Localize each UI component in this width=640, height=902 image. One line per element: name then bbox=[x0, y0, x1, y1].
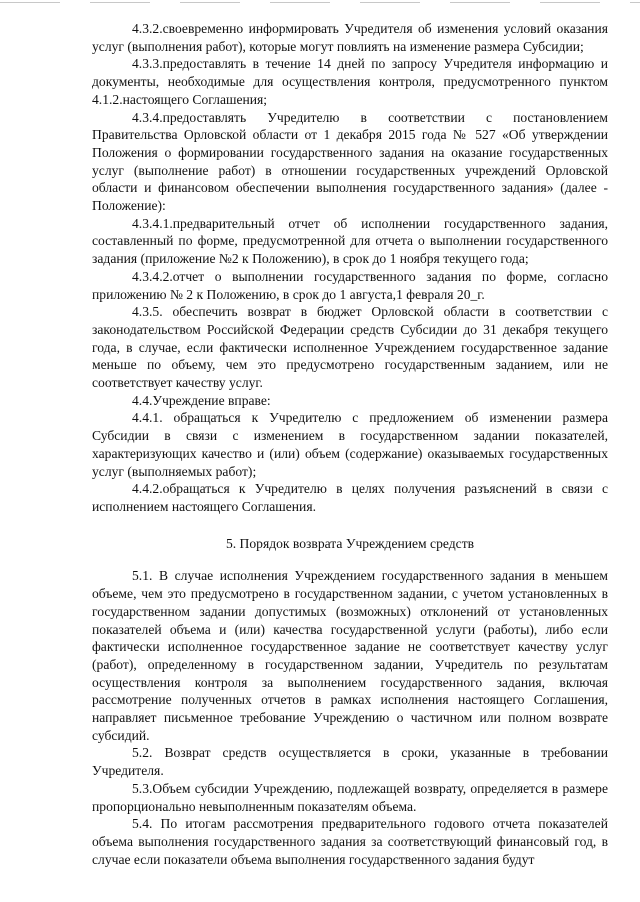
scan-top-edge bbox=[0, 2, 640, 3]
paragraph-5-3: 5.3.Объем субсидии Учреждению, подлежащей возврату, определяется в размере пропорционально невыполненным показателям объема. bbox=[92, 780, 608, 814]
paragraph-4-3-4: 4.3.4.предоставлять Учредителю в соответствии с постановлением Правительства Орловской области от 1 декабря 2015 года № 527 «Об утверждении Положения о формировании государственного задания на оказание государственных услуг (выполнение работ) в отношении государственных учреждений Орловской области и финансовом обеспечении выполнения государственного задания» (далее - Положение): bbox=[92, 109, 608, 214]
paragraph-5-1: 5.1. В случае исполнения Учреждением государственного задания в меньшем объеме, чем это предусмотрено в государственном задании, с учетом установленных в государственном задании допустимых (возможных) отклонений от установленных показателей объема и (или) качества государственной услуги (работы), либо если фактически исполненное государственное задание не соответствует качеству услуг (работ), определенному в государственном задании, Учредитель по результатам осуществления контроля за выполнением государственного задания, включая рассмотрение полученных отчетов в рамках исполнения настоящего Соглашения, направляет письменное требование Учреждению о частичном или полном возврате субсидий. bbox=[92, 568, 608, 743]
paragraph-4-3-3: 4.3.3.предоставлять в течение 14 дней по запросу Учредителя информацию и документы, необходимые для осуществления контроля, предусмотренного пунктом 4.1.2.настоящего Соглашения; bbox=[92, 56, 608, 107]
paragraph-4-3-2: 4.3.2.своевременно информировать Учредителя об изменения условий оказания услуг (выполнения работ), которые могут повлиять на изменение размера Субсидии; bbox=[92, 21, 608, 54]
paragraph-4-4-2: 4.4.2.обращаться к Учредителю в целях получения разъяснений в связи с исполнением настоящего Соглашения. bbox=[92, 481, 608, 514]
paragraph-4-3-5: 4.3.5. обеспечить возврат в бюджет Орловской области в соответствии с законодательством Российской Федерации средств Субсидии до 31 декабря текущего года, в случае, если фактически исполненное Учреждением государственное задание меньше по объему, чем это предусмотрено государственным заданием, или не соответствует качеству услуг. bbox=[92, 304, 608, 391]
paragraph-4-3-4-2: 4.3.4.2.отчет о выполнении государственного задания по форме, согласно приложению № 2 к Положению, в срок до 1 августа,1 февраля 20_г. bbox=[92, 268, 608, 302]
paragraph-4-4-1: 4.4.1. обращаться к Учредителю с предложением об изменении размера Субсидии в связи с изменением в государственном задании показателей, характеризующих качество и (или) объем (содержание) оказываемых государственных услуг (выполняемых работ); bbox=[92, 410, 608, 479]
paragraph-5-4: 5.4. По итогам рассмотрения предварительного годового отчета показателей объема выполнения государственного задания за соответствующий финансовый год, в случае если показатели объема выполнения государственного задания будут bbox=[92, 816, 608, 867]
paragraph-4-4: 4.4.Учреждение вправе: bbox=[132, 392, 271, 408]
paragraph-5-2: 5.2. Возврат средств осуществляется в сроки, указанные в требовании Учредителя. bbox=[92, 745, 608, 779]
section-title: 5. Порядок возврата Учреждением средств bbox=[225, 535, 475, 551]
document-page bbox=[92, 20, 608, 868]
paragraph-4-3-4-1: 4.3.4.1.предварительный отчет об исполнении государственного задания, составленный по форме, предусмотренной для отчета о выполнении государственного задания (приложение №2 к Положению), в срок до 1 ноября текущего года; bbox=[92, 215, 608, 267]
